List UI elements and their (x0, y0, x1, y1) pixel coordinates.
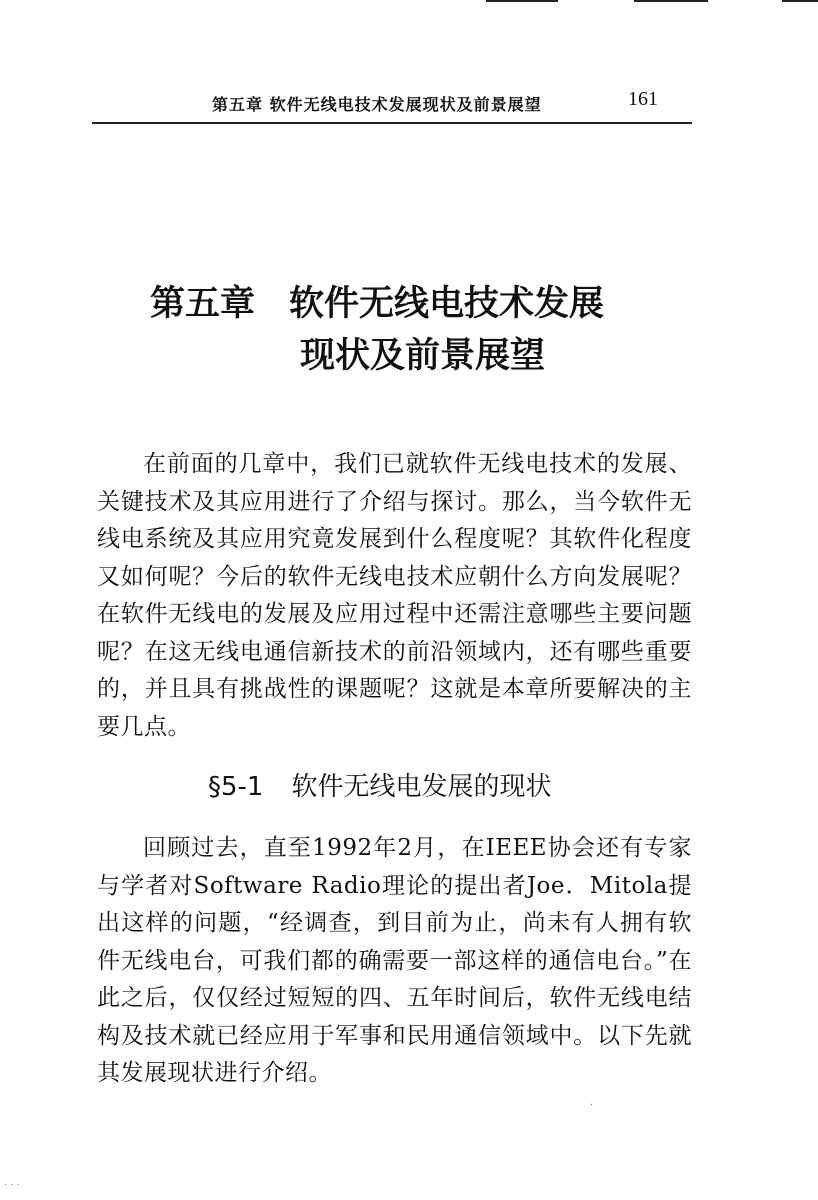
scan-speck: · · · (4, 1180, 20, 1191)
section-paragraph: 回顾过去，直至1992年2月，在IEEE协会还有专家与学者对Software Radio理论的提出者Joe．Mitola提出这样的问题，“经调查，到目前为止，尚未有人拥有软件无线电台，可我们都的确需要一部这样的通信电台。”在此之后，仅仅经过短短的四、五年时间后，软件无线电结构及技术就已经应用于军事和民用通信领域中。以下先就其发展现状进行介绍。 (97, 835, 692, 1086)
page-number: 161 (628, 88, 658, 110)
scan-edge-mark (486, 0, 558, 2)
section-title: 软件无线电发展的现状 (291, 772, 552, 802)
scan-speck: · (590, 1100, 594, 1111)
running-title: 第五章 软件无线电技术发展现状及前景展望 (212, 95, 542, 114)
running-header (92, 86, 692, 124)
section-number: §5-1 (208, 772, 264, 802)
intro-paragraph: 在前面的几章中，我们已就软件无线电技术的发展、关键技术及其应用进行了介绍与探讨。那么，当今软件无线电系统及其应用究竟发展到什么程度呢？其软件化程度又如何呢？今后的软件无线电技术应朝什么方向发展呢？在软件无线电的发展及应用过程中还需注意哪些主要问题呢？在这无线电通信新技术的前沿领域内，还有哪些重要的，并且具有挑战性的课题呢？这就是本章所要解决的主要几点。 (97, 451, 692, 740)
scan-edge-mark (634, 0, 708, 2)
section-heading (208, 766, 551, 803)
chapter-number: 第五章 (150, 283, 256, 324)
chapter-title-line2: 现状及前景展望 (300, 335, 546, 376)
chapter-title-line1: 软件无线电技术发展 (289, 283, 605, 324)
scan-edge-mark (782, 0, 818, 2)
chapter-title (150, 278, 710, 382)
